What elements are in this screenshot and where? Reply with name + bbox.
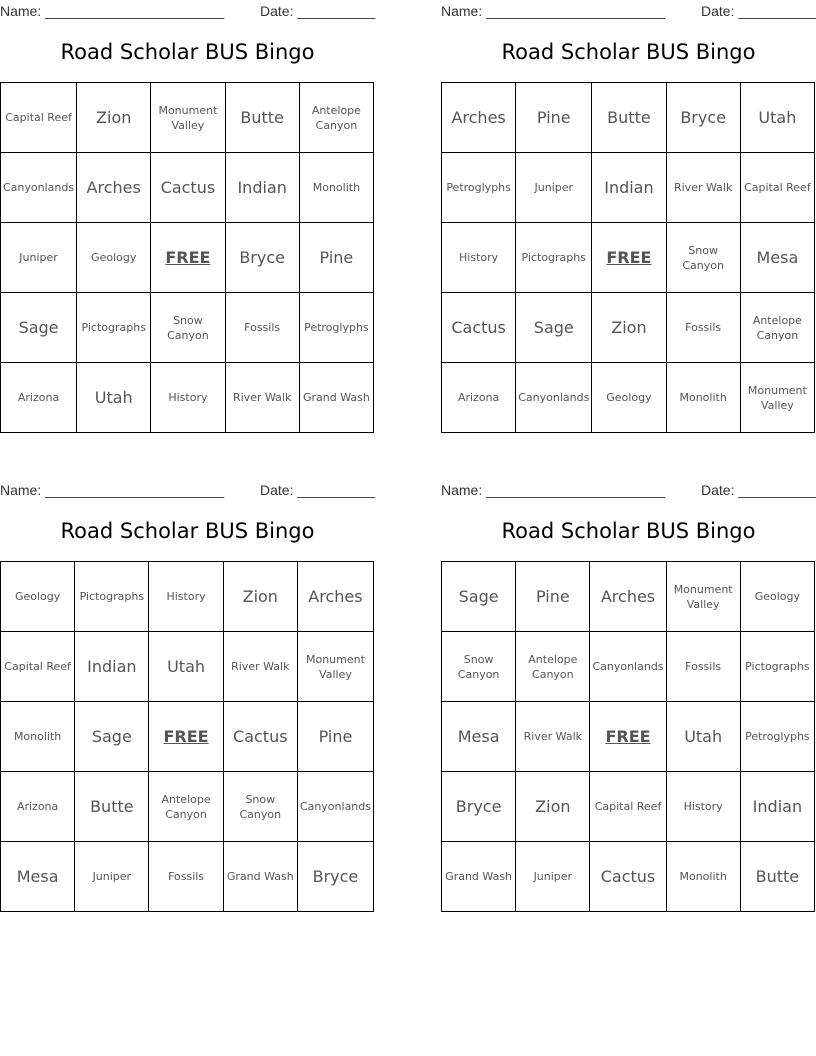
bingo-cell: Snow Canyon [151, 293, 225, 363]
free-space: FREE [149, 702, 223, 772]
bingo-cell: History [667, 772, 741, 842]
bingo-cell: Snow Canyon [224, 772, 298, 842]
bingo-cell: Sage [1, 293, 77, 363]
bingo-cell: Canyonlands [590, 632, 666, 702]
bingo-cell: Zion [77, 83, 151, 153]
bingo-cell: Butte [592, 83, 666, 153]
bingo-cell: Pine [300, 223, 374, 293]
bingo-cell: Pictographs [516, 223, 592, 293]
bingo-cell: Petroglyphs [442, 153, 516, 223]
bingo-cell: Monument Valley [298, 632, 374, 702]
bingo-cell: Antelope Canyon [516, 632, 590, 702]
bingo-cell: Mesa [442, 702, 516, 772]
bingo-cell: Monolith [300, 153, 374, 223]
bingo-cell: Cactus [442, 293, 516, 363]
bingo-cell: Fossils [667, 293, 741, 363]
bingo-cell: Canyonlands [516, 363, 592, 433]
bingo-cell: Arches [298, 562, 374, 632]
bingo-cell: Pictographs [77, 293, 151, 363]
bingo-cell: Antelope Canyon [149, 772, 223, 842]
bingo-cell: History [442, 223, 516, 293]
bingo-cell: Juniper [1, 223, 77, 293]
bingo-cell: Fossils [149, 842, 223, 912]
bingo-cell: Sage [75, 702, 149, 772]
free-space: FREE [590, 702, 666, 772]
bingo-cell: Capital Reef [1, 83, 77, 153]
bingo-cell: Antelope Canyon [300, 83, 374, 153]
card-title: Road Scholar BUS Bingo [60, 519, 315, 543]
bingo-cell: Mesa [1, 842, 75, 912]
bingo-cell: Zion [516, 772, 590, 842]
bingo-cell: Grand Wash [300, 363, 374, 433]
bingo-grid [0, 82, 374, 433]
bingo-cell: Butte [741, 842, 815, 912]
bingo-cell: Butte [226, 83, 300, 153]
date-field-label: Date: __________ [701, 3, 816, 19]
bingo-cell: Pictographs [741, 632, 815, 702]
bingo-cell: Fossils [667, 632, 741, 702]
bingo-cell: Arches [590, 562, 666, 632]
bingo-cell: River Walk [226, 363, 300, 433]
bingo-cell: Canyonlands [1, 153, 77, 223]
bingo-cell: Petroglyphs [300, 293, 374, 363]
name-date-line [0, 482, 375, 498]
bingo-cell: Geology [592, 363, 666, 433]
bingo-cell: River Walk [224, 632, 298, 702]
bingo-cell: Monolith [667, 842, 741, 912]
bingo-cell: Snow Canyon [667, 223, 741, 293]
bingo-cell: Pictographs [75, 562, 149, 632]
bingo-grid [441, 82, 815, 433]
bingo-grid [441, 561, 815, 912]
bingo-cell: Sage [442, 562, 516, 632]
bingo-cell: Juniper [516, 842, 590, 912]
free-space: FREE [151, 223, 225, 293]
bingo-grid [0, 561, 374, 912]
bingo-cell: River Walk [667, 153, 741, 223]
bingo-cell: Bryce [442, 772, 516, 842]
bingo-cell: Monument Valley [667, 562, 741, 632]
card-title: Road Scholar BUS Bingo [501, 519, 756, 543]
bingo-cell: Arches [442, 83, 516, 153]
bingo-cell: Mesa [741, 223, 815, 293]
bingo-cell: Snow Canyon [442, 632, 516, 702]
bingo-cell: Butte [75, 772, 149, 842]
bingo-cell: Juniper [516, 153, 592, 223]
bingo-cell: Capital Reef [741, 153, 815, 223]
bingo-cell: Monument Valley [151, 83, 225, 153]
bingo-cell: Grand Wash [224, 842, 298, 912]
bingo-cell: Utah [741, 83, 815, 153]
bingo-cell: Geology [77, 223, 151, 293]
bingo-cell: Cactus [590, 842, 666, 912]
bingo-cell: Indian [592, 153, 666, 223]
bingo-cell: Petroglyphs [741, 702, 815, 772]
bingo-cell: Geology [741, 562, 815, 632]
name-field-label: Name: _______________________ [0, 3, 225, 19]
bingo-cell: Geology [1, 562, 75, 632]
free-space: FREE [592, 223, 666, 293]
bingo-cell: Canyonlands [298, 772, 374, 842]
bingo-cell: Pine [516, 83, 592, 153]
bingo-cell: Indian [741, 772, 815, 842]
bingo-cell: Capital Reef [1, 632, 75, 702]
bingo-cell: Arizona [1, 363, 77, 433]
bingo-cell: Capital Reef [590, 772, 666, 842]
name-field-label: Name: _______________________ [441, 3, 666, 19]
bingo-cell: Arizona [1, 772, 75, 842]
name-date-line [441, 482, 816, 498]
bingo-cell: Utah [77, 363, 151, 433]
bingo-cell: Grand Wash [442, 842, 516, 912]
bingo-cell: Bryce [226, 223, 300, 293]
bingo-cell: Monolith [1, 702, 75, 772]
bingo-cell: Monument Valley [741, 363, 815, 433]
bingo-cell: Sage [516, 293, 592, 363]
bingo-cell: Indian [75, 632, 149, 702]
bingo-cell: Antelope Canyon [741, 293, 815, 363]
date-field-label: Date: __________ [701, 482, 816, 498]
bingo-cell: Fossils [226, 293, 300, 363]
bingo-cell: Juniper [75, 842, 149, 912]
bingo-cell: Indian [226, 153, 300, 223]
bingo-cell: Cactus [224, 702, 298, 772]
bingo-cell: Zion [224, 562, 298, 632]
bingo-cell: History [151, 363, 225, 433]
bingo-cell: Bryce [667, 83, 741, 153]
bingo-cell: Arches [77, 153, 151, 223]
date-field-label: Date: __________ [260, 3, 376, 19]
bingo-cell: Bryce [298, 842, 374, 912]
bingo-cell: Arizona [442, 363, 516, 433]
bingo-cell: Pine [516, 562, 590, 632]
bingo-cell: Pine [298, 702, 374, 772]
name-date-line [0, 3, 375, 19]
bingo-cell: Zion [592, 293, 666, 363]
bingo-cell: Utah [149, 632, 223, 702]
date-field-label: Date: __________ [260, 482, 376, 498]
bingo-cell: History [149, 562, 223, 632]
name-date-line [441, 3, 816, 19]
card-title: Road Scholar BUS Bingo [501, 40, 756, 64]
bingo-cell: River Walk [516, 702, 590, 772]
name-field-label: Name: _______________________ [0, 482, 225, 498]
bingo-cell: Monolith [667, 363, 741, 433]
card-title: Road Scholar BUS Bingo [60, 40, 315, 64]
bingo-cell: Utah [667, 702, 741, 772]
name-field-label: Name: _______________________ [441, 482, 666, 498]
bingo-cell: Cactus [151, 153, 225, 223]
